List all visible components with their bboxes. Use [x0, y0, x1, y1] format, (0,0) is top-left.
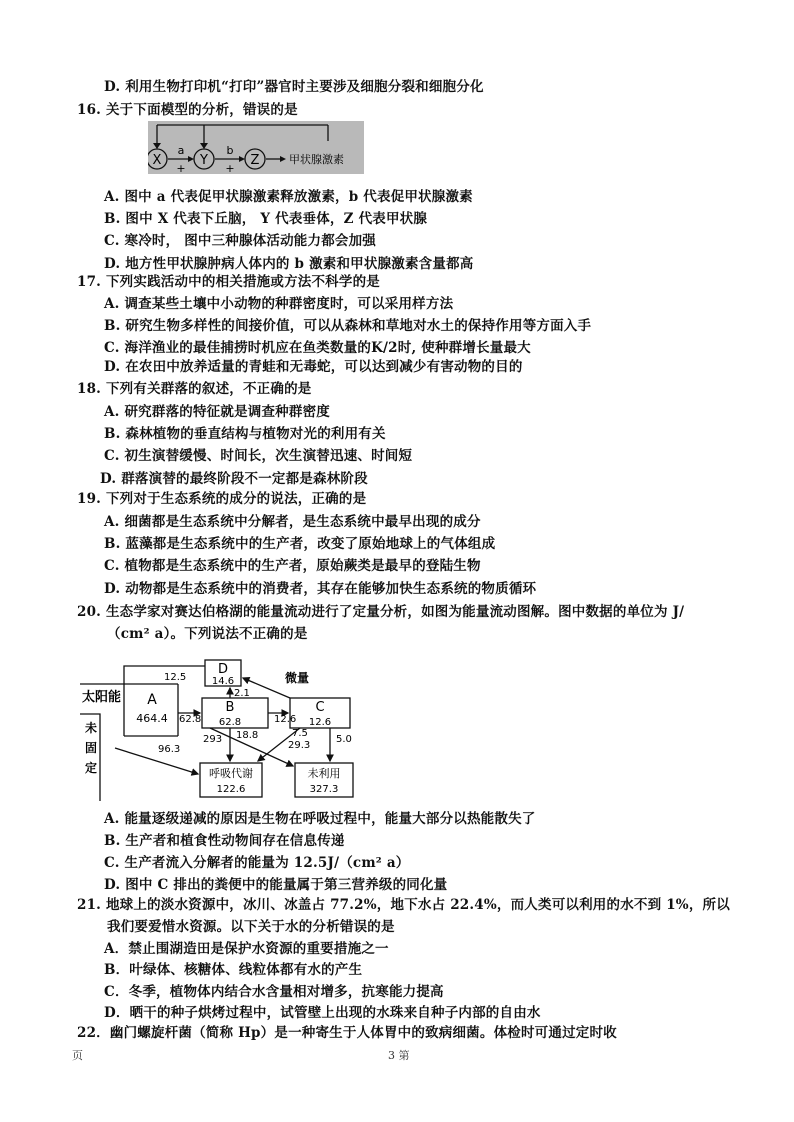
q22-stem: 22．幽门螺旋杆菌（简称 Hp）是一种寄生于人体胃中的致病细菌。体检时可通过定时收 — [77, 1025, 617, 1041]
a-node-value: 464.4 — [136, 712, 168, 725]
q17-option-c: C. 海洋渔业的最佳捕捞时机应在鱼类数量的K/2时, 使种群增长量最大 — [104, 340, 531, 356]
footer-left: 页 — [72, 1049, 83, 1062]
respiration-value: 122.6 — [216, 784, 246, 795]
q21-option-c: C．冬季，植物体内结合水含量相对增多，抗寒能力提高 — [104, 984, 444, 1000]
unfixed-label-1: 未 — [85, 721, 98, 735]
q16-option-b: B. 图中 X 代表下丘脑， Y 代表垂体，Z 代表甲状腺 — [104, 211, 428, 227]
q19-option-d: D. 动物都是生态系统中的消费者，其存在能够加快生态系统的物质循环 — [104, 581, 537, 597]
trace-label: 微量 — [285, 671, 310, 685]
q21-stem-cont: 我们要爱惜水资源。以下关于水的分析错误的是 — [107, 919, 395, 935]
q21-option-a: A．禁止围湖造田是保护水资源的重要措施之一 — [104, 941, 389, 957]
d-node-value: 14.6 — [211, 676, 235, 687]
x-label: X — [152, 153, 162, 168]
a-node-label: A — [147, 692, 157, 708]
q20-stem: 20. 生态学家对赛达伯格湖的能量流动进行了定量分析，如图为能量流动图解。图中数据的单位为 J/ — [77, 604, 685, 620]
q19-option-b: B. 蓝藻都是生态系统中的生产者，改变了原始地球上的气体组成 — [104, 536, 496, 552]
model-svg — [148, 121, 364, 174]
q19-option-c: C. 植物都是生态系统中的生产者，原始蕨类是最早的登陆生物 — [104, 558, 481, 574]
thyroid-hormone-label: 甲状腺激素 — [289, 153, 344, 166]
q16-stem: 16. 关于下面模型的分析，错误的是 — [77, 102, 298, 118]
c-node-label: C — [315, 700, 325, 715]
b-node-value: 62.8 — [218, 717, 242, 728]
q19-option-a: A. 细菌都是生态系统中分解者，是生态系统中最早出现的成分 — [104, 514, 481, 530]
q20-option-d: D. 图中 C 排出的粪便中的能量属于第三营养级的同化量 — [104, 877, 448, 893]
q21-option-b: B．叶绿体、核糖体、线粒体都有水的产生 — [104, 962, 363, 978]
q21-option-d: D．晒干的种子烘烤过程中，试管壁上出现的水珠来自种子内部的自由水 — [104, 1005, 541, 1021]
v-96-3: 96.3 — [158, 744, 181, 755]
v-293: 293 — [203, 734, 223, 745]
energy-svg — [80, 656, 380, 804]
plus-1: + — [176, 162, 186, 174]
unused-label: 未利用 — [307, 767, 341, 780]
q16-option-a: A. 图中 a 代表促甲状腺激素释放激素，b 代表促甲状腺激素 — [104, 189, 473, 205]
q17-option-d: D. 在农田中放养适量的青蛙和无毒蛇，可以达到减少有害动物的目的 — [104, 359, 523, 375]
unfixed-label-3: 定 — [85, 761, 98, 775]
q20-option-c: C. 生产者流入分解者的能量为 12.5J/（cm² a） — [104, 855, 410, 871]
q18-option-d: D. 群落演替的最终阶段不一定都是森林阶段 — [100, 471, 368, 487]
b-label: b — [226, 144, 234, 157]
q20-option-a: A. 能量逐级递减的原因是生物在呼吸过程中，能量大部分以热能散失了 — [104, 811, 536, 827]
unfixed-label-2: 固 — [85, 741, 98, 755]
q18-option-a: A. 研究群落的特征就是调查种群密度 — [104, 404, 330, 420]
q18-option-b: B. 森林植物的垂直结构与植物对光的利用有关 — [104, 426, 386, 442]
footer-page: 3 第 — [388, 1049, 410, 1062]
v-2-1: 2.1 — [234, 688, 250, 699]
q17-option-b: B. 研究生物多样性的间接价值，可以从森林和草地对水土的保持作用等方面入手 — [104, 318, 592, 334]
v-29-3: 29.3 — [288, 740, 311, 751]
respiration-label: 呼吸代谢 — [209, 767, 253, 780]
q18-stem: 18. 下列有关群落的叙述，不正确的是 — [77, 381, 312, 397]
b-node-label: B — [225, 700, 235, 715]
q20-stem-cont: （cm² a）。下列说法不正确的是 — [107, 626, 308, 642]
q15-option-d: D. 利用生物打印机“打印”器官时主要涉及细胞分裂和细胞分化 — [104, 79, 484, 95]
q16-option-d: D. 地方性甲状腺肿病人体内的 b 激素和甲状腺激素含量都高 — [104, 256, 474, 272]
q21-stem: 21. 地球上的淡水资源中，冰川、冰盖占 77.2%，地下水占 22.4%，而人类可以利用的水不到 1%，所以 — [77, 897, 730, 913]
hormone-regulation-model — [148, 121, 364, 174]
q18-option-c: C. 初生演替缓慢、时间长，次生演替迅速、时间短 — [104, 448, 413, 464]
plus-2: + — [225, 162, 235, 174]
c-node-value: 12.6 — [308, 717, 332, 728]
z-label: Z — [250, 153, 260, 168]
a-label: a — [177, 144, 185, 157]
d-node-label: D — [217, 662, 229, 677]
q16-option-c: C. 寒冷时， 图中三种腺体活动能力都会加强 — [104, 233, 377, 249]
q19-stem: 19. 下列对于生态系统的成分的说法，正确的是 — [77, 491, 367, 507]
v-18-8: 18.8 — [236, 730, 259, 741]
v-12-6: 12.6 — [274, 714, 297, 725]
v-7-5: 7.5 — [292, 728, 308, 739]
unused-value: 327.3 — [309, 784, 339, 795]
v-5-0: 5.0 — [336, 734, 352, 745]
sun-label: 太阳能 — [82, 690, 122, 705]
q20-option-b: B. 生产者和植食性动物间存在信息传递 — [104, 833, 345, 849]
y-label: Y — [200, 153, 208, 168]
v-62-8: 62.8 — [179, 714, 202, 725]
v-12-5: 12.5 — [164, 672, 187, 683]
q17-option-a: A. 调查某些土壤中小动物的种群密度时，可以采用样方法 — [104, 296, 454, 312]
q17-stem: 17. 下列实践活动中的相关措施或方法不科学的是 — [77, 274, 380, 290]
energy-flow-diagram — [80, 656, 380, 804]
